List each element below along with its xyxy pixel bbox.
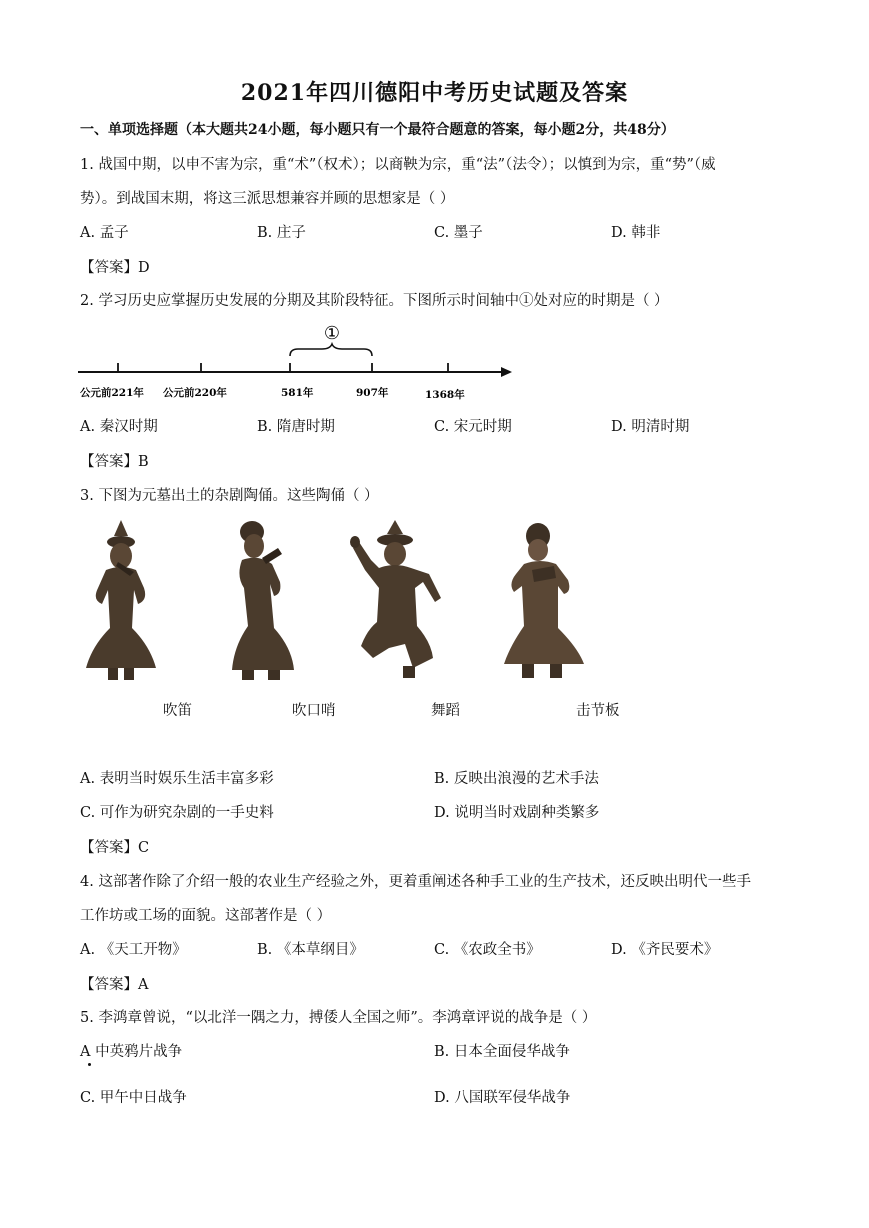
timeline-marker: ① bbox=[323, 323, 341, 344]
timeline-label: 公元前220年 bbox=[163, 387, 227, 399]
timeline-figure bbox=[76, 318, 516, 408]
timeline-label: 581年 bbox=[281, 387, 314, 399]
figure-caption-flute: 吹笛 bbox=[163, 703, 192, 719]
q2-stem-line-1: 2. 学习历史应掌握历史发展的分期及其阶段特征。下图所示时间轴中①处对应的时期是（ ） bbox=[80, 293, 669, 309]
q3-option-c: C. 可作为研究杂剧的一手史料 bbox=[80, 805, 274, 821]
q3-option-b: B. 反映出浪漫的艺术手法 bbox=[434, 771, 599, 787]
timeline-label: 907年 bbox=[356, 387, 389, 399]
q2-answer: 【答案】B bbox=[80, 454, 149, 470]
timeline-arrow bbox=[501, 367, 512, 377]
q5-option-c: C. 甲午中日战争 bbox=[80, 1090, 187, 1106]
section-heading: 一、单项选择题（本大题共24小题，每小题只有一个最符合题意的答案，每小题2分，共48分） bbox=[80, 122, 675, 138]
q4-option-a: A. 《天工开物》 bbox=[80, 942, 187, 958]
q1-option-d: D. 韩非 bbox=[611, 225, 661, 241]
q1-option-a: A. 孟子 bbox=[80, 225, 129, 241]
q3-option-d: D. 说明当时戏剧种类繁多 bbox=[434, 805, 600, 821]
q4-stem-line-1: 4. 这部著作除了介绍一般的农业生产经验之外，更着重阐述各种手工业的生产技术，还反映出明代一些手 bbox=[80, 874, 751, 890]
figurine-dance-image bbox=[343, 518, 449, 684]
q3-option-a: A. 表明当时娱乐生活丰富多彩 bbox=[80, 771, 274, 787]
option-dot bbox=[88, 1063, 91, 1066]
q3-answer: 【答案】C bbox=[80, 840, 150, 856]
figurine-clapper-image bbox=[498, 518, 590, 684]
q2-option-a: A. 秦汉时期 bbox=[80, 419, 158, 435]
page-title: 2021年四川德阳中考历史试题及答案 bbox=[240, 80, 629, 106]
q1-option-c: C. 墨子 bbox=[434, 225, 483, 241]
figurine-whistle-image bbox=[218, 518, 304, 684]
q5-option-d: D. 八国联军侵华战争 bbox=[434, 1090, 571, 1106]
q2-option-b: B. 隋唐时期 bbox=[257, 419, 335, 435]
q5-option-a: A 中英鸦片战争 bbox=[80, 1044, 183, 1060]
q3-stem-line-1: 3. 下图为元墓出土的杂剧陶俑。这些陶俑（ ） bbox=[80, 488, 379, 504]
q4-stem-line-2: 工作坊或工场的面貌。这部著作是（ ） bbox=[80, 908, 332, 924]
timeline-brace bbox=[290, 344, 372, 356]
q4-option-d: D. 《齐民要术》 bbox=[611, 942, 719, 958]
timeline-label: 1368年 bbox=[425, 389, 465, 401]
timeline-label: 公元前221年 bbox=[80, 387, 144, 399]
figurine-flute-image bbox=[78, 518, 164, 684]
figure-caption-whistle: 吹口哨 bbox=[292, 703, 336, 719]
q1-option-b: B. 庄子 bbox=[257, 225, 306, 241]
q5-stem-line-1: 5. 李鸿章曾说，“以北洋一隅之力，搏倭人全国之师”。李鸿章评说的战争是（ ） bbox=[80, 1010, 597, 1026]
figure-caption-dance: 舞蹈 bbox=[431, 703, 460, 719]
q1-stem-line-1: 1. 战国中期，以申不害为宗，重“术”（权术）；以商鞅为宗，重“法”（法令）；以慎到为宗，重“势”（威 bbox=[80, 157, 716, 173]
q5-option-b: B. 日本全面侵华战争 bbox=[434, 1044, 570, 1060]
q1-stem-line-2: 势）。到战国末期，将这三派思想兼容并顾的思想家是（ ） bbox=[80, 191, 455, 207]
q4-option-b: B. 《本草纲目》 bbox=[257, 942, 364, 958]
figure-caption-clapper: 击节板 bbox=[576, 703, 620, 719]
q2-option-d: D. 明清时期 bbox=[611, 419, 690, 435]
q2-option-c: C. 宋元时期 bbox=[434, 419, 512, 435]
q1-answer: 【答案】D bbox=[80, 260, 150, 276]
q4-answer: 【答案】A bbox=[80, 977, 149, 993]
q4-option-c: C. 《农政全书》 bbox=[434, 942, 541, 958]
